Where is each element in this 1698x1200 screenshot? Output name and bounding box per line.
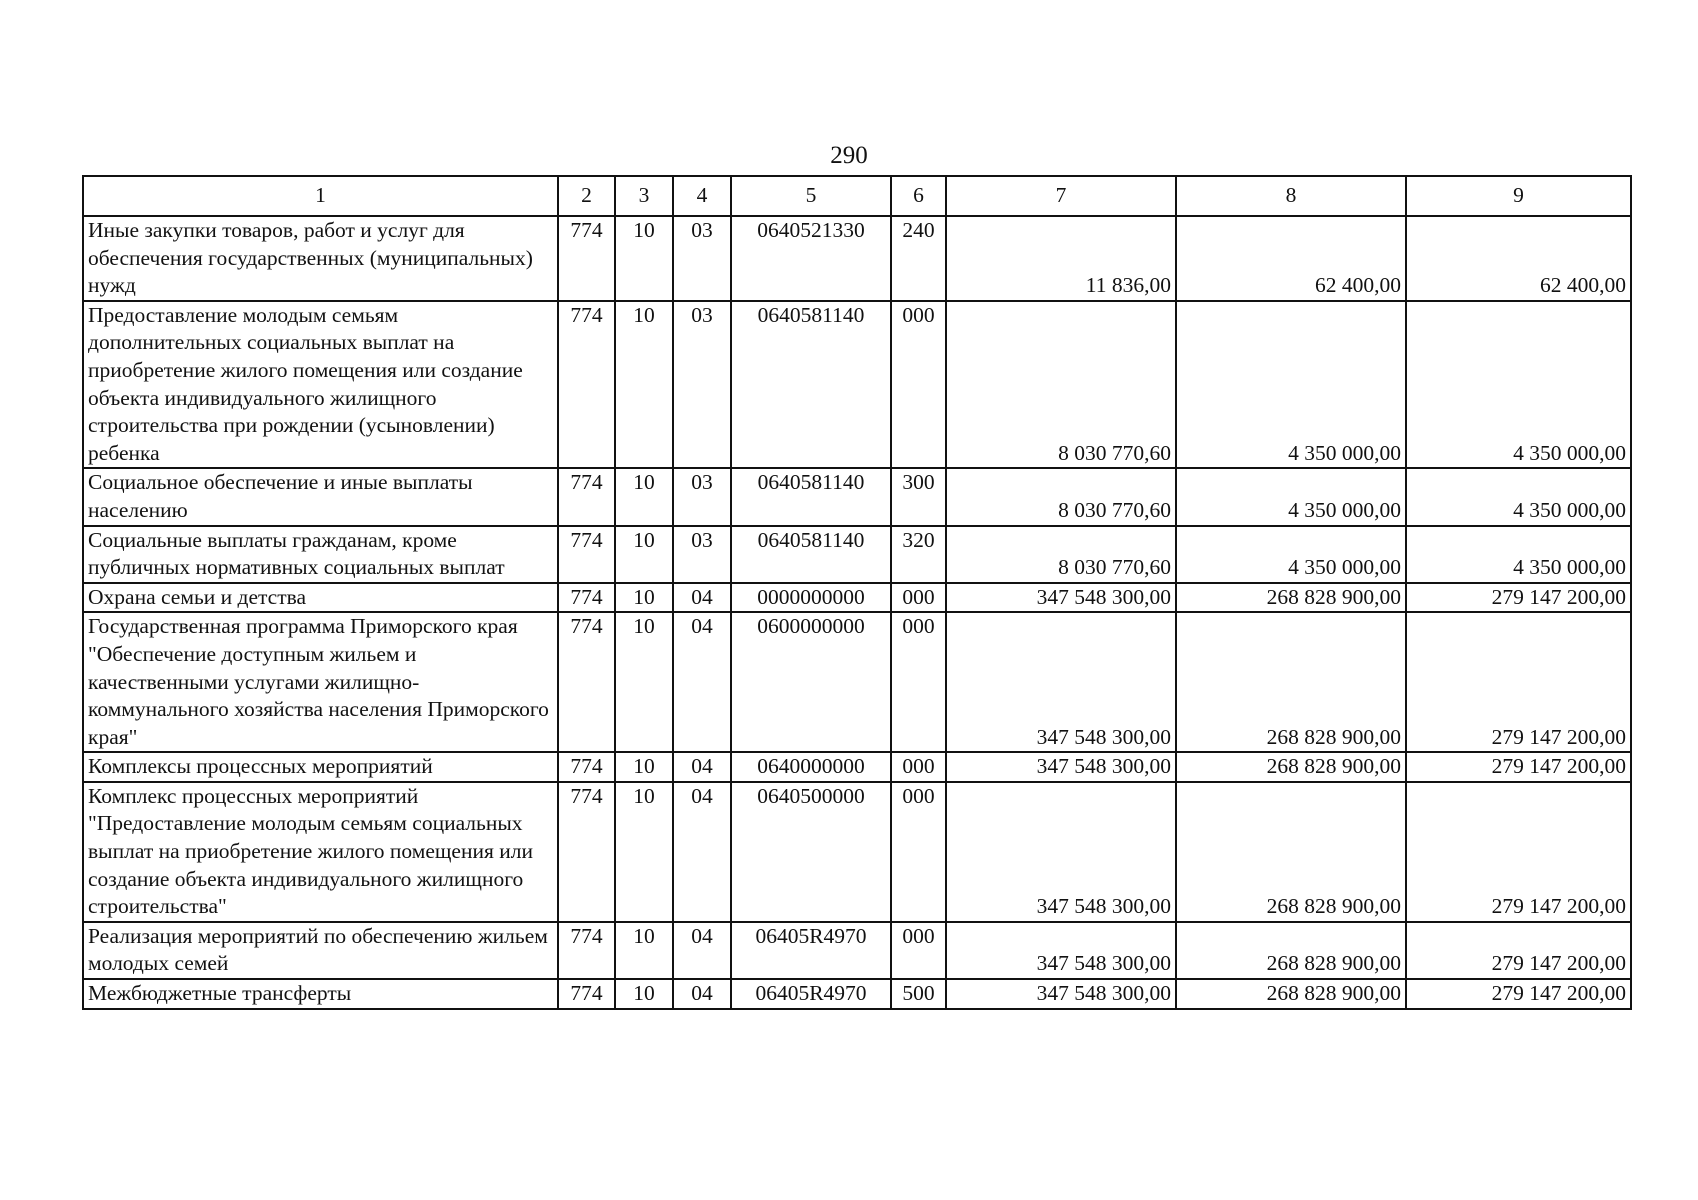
row-vr: 320 bbox=[891, 526, 946, 583]
row-amount-8: 268 828 900,00 bbox=[1176, 752, 1406, 782]
row-vr: 000 bbox=[891, 922, 946, 979]
row-grbs: 774 bbox=[558, 526, 615, 583]
row-amount-9: 4 350 000,00 bbox=[1406, 301, 1631, 469]
row-amount-8: 268 828 900,00 bbox=[1176, 612, 1406, 752]
row-rz: 10 bbox=[615, 583, 673, 613]
header-col-8: 8 bbox=[1176, 176, 1406, 216]
row-amount-8: 4 350 000,00 bbox=[1176, 301, 1406, 469]
row-pr: 04 bbox=[673, 612, 731, 752]
table-header-row bbox=[83, 176, 1631, 216]
row-grbs: 774 bbox=[558, 301, 615, 469]
row-pr: 04 bbox=[673, 583, 731, 613]
row-rz: 10 bbox=[615, 612, 673, 752]
row-grbs: 774 bbox=[558, 782, 615, 922]
header-col-9: 9 bbox=[1406, 176, 1631, 216]
row-csr: 0000000000 bbox=[731, 583, 891, 613]
row-name: Иные закупки товаров, работ и услуг для обеспечения государственных (муниципальных) нужд bbox=[83, 216, 558, 301]
row-csr: 0640000000 bbox=[731, 752, 891, 782]
table-row bbox=[83, 301, 1631, 469]
table-row bbox=[83, 782, 1631, 922]
row-rz: 10 bbox=[615, 979, 673, 1009]
row-amount-7: 11 836,00 bbox=[946, 216, 1176, 301]
row-pr: 03 bbox=[673, 526, 731, 583]
row-name: Реализация мероприятий по обеспечению жильем молодых семей bbox=[83, 922, 558, 979]
header-col-2: 2 bbox=[558, 176, 615, 216]
row-amount-7: 347 548 300,00 bbox=[946, 782, 1176, 922]
page-number: 290 bbox=[830, 142, 868, 169]
row-name: Комплекс процессных мероприятий "Предоставление молодым семьям социальных выплат на приобретение жилого помещения или создание объекта индивидуального жилищного строительства" bbox=[83, 782, 558, 922]
row-grbs: 774 bbox=[558, 468, 615, 525]
row-amount-8: 268 828 900,00 bbox=[1176, 583, 1406, 613]
row-pr: 03 bbox=[673, 301, 731, 469]
table-row bbox=[83, 979, 1631, 1009]
row-csr: 0640581140 bbox=[731, 468, 891, 525]
row-vr: 000 bbox=[891, 752, 946, 782]
row-name: Социальное обеспечение и иные выплаты населению bbox=[83, 468, 558, 525]
row-name: Межбюджетные трансферты bbox=[83, 979, 558, 1009]
row-name: Комплексы процессных мероприятий bbox=[83, 752, 558, 782]
table-row bbox=[83, 612, 1631, 752]
row-amount-9: 62 400,00 bbox=[1406, 216, 1631, 301]
row-pr: 04 bbox=[673, 752, 731, 782]
row-vr: 000 bbox=[891, 301, 946, 469]
table-row bbox=[83, 922, 1631, 979]
row-rz: 10 bbox=[615, 922, 673, 979]
row-amount-9: 279 147 200,00 bbox=[1406, 612, 1631, 752]
row-amount-7: 8 030 770,60 bbox=[946, 301, 1176, 469]
row-amount-7: 347 548 300,00 bbox=[946, 979, 1176, 1009]
row-amount-7: 347 548 300,00 bbox=[946, 583, 1176, 613]
row-grbs: 774 bbox=[558, 979, 615, 1009]
header-col-6: 6 bbox=[891, 176, 946, 216]
row-csr: 0600000000 bbox=[731, 612, 891, 752]
row-pr: 04 bbox=[673, 782, 731, 922]
row-rz: 10 bbox=[615, 526, 673, 583]
row-grbs: 774 bbox=[558, 583, 615, 613]
row-amount-9: 279 147 200,00 bbox=[1406, 782, 1631, 922]
row-csr: 0640521330 bbox=[731, 216, 891, 301]
row-rz: 10 bbox=[615, 468, 673, 525]
row-csr: 0640500000 bbox=[731, 782, 891, 922]
row-rz: 10 bbox=[615, 782, 673, 922]
row-pr: 03 bbox=[673, 216, 731, 301]
table-row bbox=[83, 752, 1631, 782]
row-amount-8: 4 350 000,00 bbox=[1176, 468, 1406, 525]
row-vr: 000 bbox=[891, 583, 946, 613]
row-amount-9: 279 147 200,00 bbox=[1406, 752, 1631, 782]
row-rz: 10 bbox=[615, 216, 673, 301]
row-csr: 0640581140 bbox=[731, 301, 891, 469]
row-vr: 500 bbox=[891, 979, 946, 1009]
row-vr: 000 bbox=[891, 782, 946, 922]
row-name: Государственная программа Приморского края "Обеспечение доступным жильем и качественными услугами жилищно-коммунального хозяйства населения Приморского края" bbox=[83, 612, 558, 752]
row-name: Предоставление молодым семьям дополнительных социальных выплат на приобретение жилого помещения или создание объекта индивидуального жилищного строительства при рождении (усыновлении) ребенка bbox=[83, 301, 558, 469]
row-amount-7: 347 548 300,00 bbox=[946, 752, 1176, 782]
row-csr: 06405R4970 bbox=[731, 979, 891, 1009]
row-amount-9: 4 350 000,00 bbox=[1406, 526, 1631, 583]
row-amount-9: 279 147 200,00 bbox=[1406, 979, 1631, 1009]
row-name: Социальные выплаты гражданам, кроме публичных нормативных социальных выплат bbox=[83, 526, 558, 583]
row-grbs: 774 bbox=[558, 216, 615, 301]
row-amount-7: 8 030 770,60 bbox=[946, 468, 1176, 525]
row-pr: 04 bbox=[673, 979, 731, 1009]
row-pr: 04 bbox=[673, 922, 731, 979]
row-amount-8: 268 828 900,00 bbox=[1176, 979, 1406, 1009]
row-rz: 10 bbox=[615, 301, 673, 469]
row-amount-7: 347 548 300,00 bbox=[946, 612, 1176, 752]
row-amount-8: 268 828 900,00 bbox=[1176, 922, 1406, 979]
header-col-5: 5 bbox=[731, 176, 891, 216]
row-amount-9: 279 147 200,00 bbox=[1406, 583, 1631, 613]
header-col-3: 3 bbox=[615, 176, 673, 216]
budget-table bbox=[82, 175, 1632, 1010]
header-col-1: 1 bbox=[83, 176, 558, 216]
row-grbs: 774 bbox=[558, 752, 615, 782]
row-name: Охрана семьи и детства bbox=[83, 583, 558, 613]
row-amount-7: 8 030 770,60 bbox=[946, 526, 1176, 583]
row-csr: 0640581140 bbox=[731, 526, 891, 583]
row-amount-7: 347 548 300,00 bbox=[946, 922, 1176, 979]
row-vr: 000 bbox=[891, 612, 946, 752]
header-col-7: 7 bbox=[946, 176, 1176, 216]
row-rz: 10 bbox=[615, 752, 673, 782]
row-vr: 300 bbox=[891, 468, 946, 525]
table-row bbox=[83, 468, 1631, 525]
row-amount-8: 4 350 000,00 bbox=[1176, 526, 1406, 583]
row-csr: 06405R4970 bbox=[731, 922, 891, 979]
row-amount-9: 4 350 000,00 bbox=[1406, 468, 1631, 525]
row-amount-8: 268 828 900,00 bbox=[1176, 782, 1406, 922]
row-amount-8: 62 400,00 bbox=[1176, 216, 1406, 301]
row-grbs: 774 bbox=[558, 612, 615, 752]
table-row bbox=[83, 583, 1631, 613]
row-amount-9: 279 147 200,00 bbox=[1406, 922, 1631, 979]
header-col-4: 4 bbox=[673, 176, 731, 216]
row-vr: 240 bbox=[891, 216, 946, 301]
row-pr: 03 bbox=[673, 468, 731, 525]
row-grbs: 774 bbox=[558, 922, 615, 979]
table-row bbox=[83, 216, 1631, 301]
table-row bbox=[83, 526, 1631, 583]
